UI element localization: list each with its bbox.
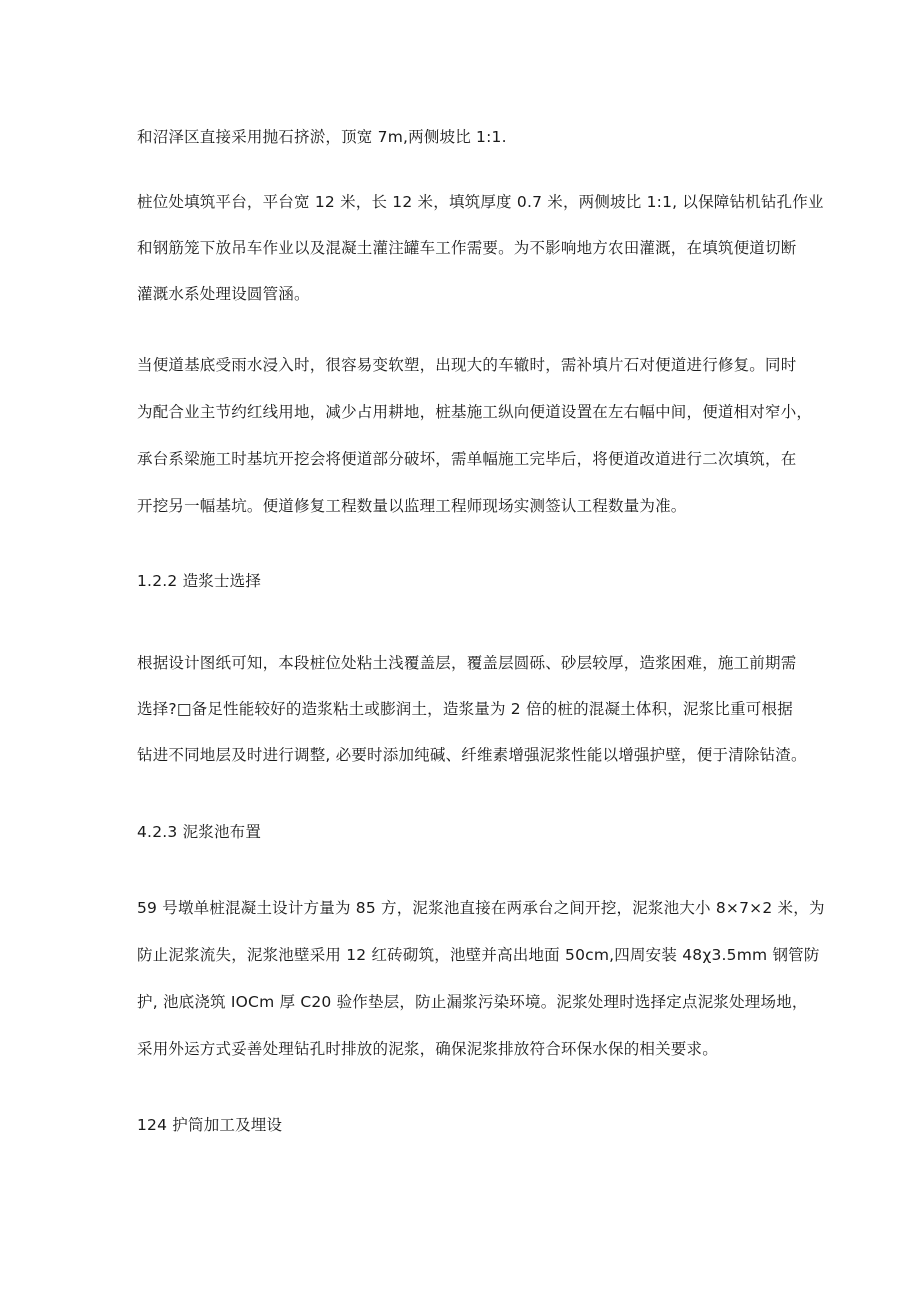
paragraph-5-line-3: 护, 池底浇筑 IOCm 厚 C20 验作垫层，防止漏浆污染环境。泥浆处理时选择定点泥浆处理场地， [137, 993, 808, 1011]
paragraph-5-line-4: 采用外运方式妥善处理钻孔时排放的泥浆，确保泥浆排放符合环保水保的相关要求。 [137, 1040, 718, 1058]
paragraph-5-line-1: 59 号墩单桩混凝土设计方量为 85 方，泥浆池直接在两承台之间开挖，泥浆池大小 8×7×2 米，为 [137, 899, 825, 917]
paragraph-4-line-3: 钻进不同地层及时进行调整, 必要时添加纯碱、纤维素增强泥浆性能以增强护壁，便于清除钻渣。 [137, 746, 807, 764]
paragraph-3-line-1: 当便道基底受雨水浸入时，很容易变软塑，出现大的车辙时，需补填片石对便道进行修复。同时 [137, 356, 797, 374]
paragraph-4-line-1: 根据设计图纸可知，本段桩位处粘土浅覆盖层，覆盖层圆砾、砂层较厚，造浆困难，施工前期需 [137, 654, 797, 672]
section-heading-4-2-3: 4.2.3 泥浆池布置 [137, 823, 262, 841]
paragraph-2-line-1: 桩位处填筑平台，平台宽 12 米，长 12 米，填筑厚度 0.7 米，两侧坡比 1:1, 以保障钻机钻孔作业 [137, 193, 824, 211]
section-heading-124: 124 护筒加工及埋设 [137, 1116, 283, 1134]
paragraph-1-line-1: 和沼泽区直接采用抛石挤淤，顶宽 7m,两侧坡比 1:1. [137, 128, 507, 146]
paragraph-3-line-2: 为配合业主节约红线用地，减少占用耕地，桩基施工纵向便道设置在左右幅中间，便道相对窄小， [137, 403, 813, 421]
paragraph-4-line-2: 选择?□备足性能较好的造浆粘土或膨润土，造浆量为 2 倍的桩的混凝土体积，泥浆比重可根据 [137, 700, 793, 718]
paragraph-5-line-2: 防止泥浆流失，泥浆池壁采用 12 红砖砌筑，池壁并高出地面 50cm,四周安装 48χ3.5mm 钢管防 [137, 946, 820, 964]
paragraph-2-line-3: 灌溉水系处理设圆管涵。 [137, 285, 310, 303]
section-heading-1-2-2: 1.2.2 造浆士选择 [137, 572, 262, 590]
paragraph-2-line-2: 和钢筋笼下放吊车作业以及混凝土灌注罐车工作需要。为不影响地方农田灌溉，在填筑便道切断 [137, 239, 797, 257]
paragraph-3-line-4: 开挖另一幅基坑。便道修复工程数量以监理工程师现场实测签认工程数量为准。 [137, 497, 687, 515]
paragraph-3-line-3: 承台系梁施工时基坑开挖会将便道部分破坏，需单幅施工完毕后，将便道改道进行二次填筑，在 [137, 450, 797, 468]
